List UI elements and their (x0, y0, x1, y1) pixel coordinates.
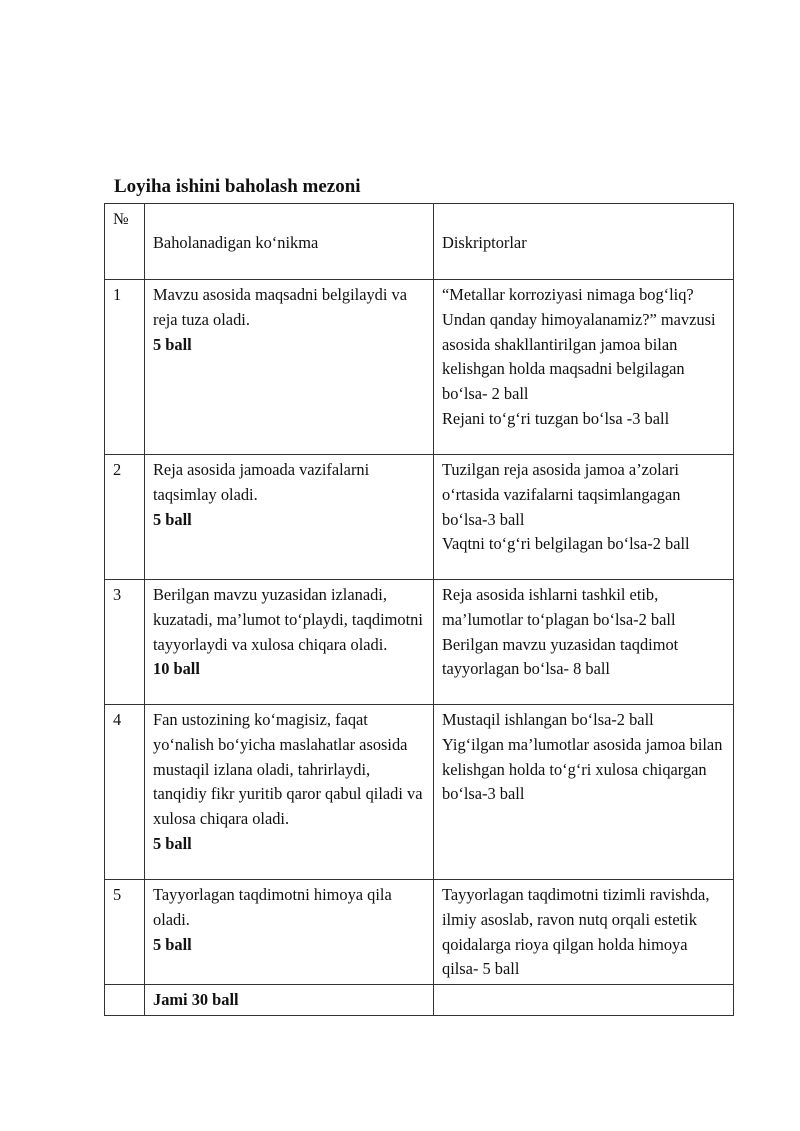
row-number: 3 (105, 580, 145, 705)
descriptor-text: Vaqtni to‘g‘ri belgilagan bo‘lsa-2 ball (442, 534, 690, 554)
skill-score: 5 ball (153, 509, 192, 529)
row-number: 5 (105, 880, 145, 985)
header-skill (145, 204, 434, 280)
descriptor-text: Reja asosida ishlarni tashkil etib, ma’lumotlar to‘plagan bo‘lsa-2 ball (442, 585, 676, 629)
skill-score: 5 ball (153, 934, 192, 954)
table-header-row (105, 204, 734, 280)
skill-text: Tayyorlagan taqdimotni himoya qila oladi. (153, 885, 392, 929)
table-row (105, 455, 734, 580)
skill-text: Reja asosida jamoada vazifalarni taqsimlay oladi. (153, 460, 370, 504)
descriptor-text: Berilgan mavzu yuzasidan taqdimot tayyorlagan bo‘lsa- 8 ball (442, 634, 679, 679)
skill-text: Berilgan mavzu yuzasidan izlanadi, kuzatadi, ma’lumot to‘playdi, taqdimotni tayyorlaydi va xulosa chiqara oladi. (153, 585, 423, 654)
table-row (105, 705, 734, 880)
descriptor-cell (434, 880, 734, 985)
skill-cell (145, 705, 434, 880)
table-row (105, 580, 734, 705)
row-number: 4 (105, 705, 145, 880)
header-descriptors (434, 204, 734, 280)
table-row (105, 280, 734, 455)
total-number-cell (105, 985, 145, 1016)
skill-cell (145, 455, 434, 580)
descriptor-text: Mustaqil ishlangan bo‘lsa-2 ball (442, 710, 654, 729)
total-row (105, 985, 734, 1016)
skill-cell (145, 580, 434, 705)
descriptor-cell (434, 455, 734, 580)
descriptor-text: Tayyorlagan taqdimotni tizimli ravishda, ilmiy asoslab, ravon nutq orqali estetik qoidalarga rioya qilgan holda himoya qilsa- 5 ball (442, 885, 710, 979)
descriptor-cell (434, 705, 734, 880)
descriptor-cell (434, 280, 734, 455)
header-number (105, 204, 145, 280)
descriptor-text: “Metallar korroziyasi nimaga bog‘liq? Undan qanday himoyalanamiz?” mavzusi asosida shakllantirilgan jamoa bilan kelishgan holda maqsadni belgilagan bo‘lsa- 2 ball (442, 285, 716, 404)
total-cell (145, 985, 434, 1016)
descriptor-text: Yig‘ilgan ma’lumotlar asosida jamoa bilan kelishgan holda to‘g‘ri xulosa chiqargan bo‘lsa-3 ball (442, 734, 723, 804)
skill-score: 5 ball (153, 334, 192, 354)
table-row (105, 880, 734, 985)
total-empty-cell (434, 985, 734, 1016)
page-title: Loyiha ishini baholash mezoni (114, 176, 361, 197)
header-skill-label: Baholanadigan ko‘nikma (153, 233, 319, 252)
rubric-table (104, 203, 734, 1016)
skill-cell (145, 880, 434, 985)
skill-score: 10 ball (153, 659, 200, 679)
descriptor-cell (434, 580, 734, 705)
row-number: 2 (105, 455, 145, 580)
header-descriptors-label: Diskriptorlar (442, 233, 527, 252)
skill-text: Fan ustozining ko‘magisiz, faqat yo‘nalish bo‘yicha maslahatlar asosida mustaqil izlana oladi, tahrirlaydi, tanqidiy fikr yuritib qaror qabul qiladi va xulosa chiqara oladi. (153, 710, 423, 829)
total-score: Jami 30 ball (153, 990, 239, 1010)
skill-cell (145, 280, 434, 455)
header-number-label: № (113, 209, 129, 228)
skill-text: Mavzu asosida maqsadni belgilaydi va reja tuza oladi. (153, 285, 407, 329)
skill-score: 5 ball (153, 833, 192, 853)
descriptor-text: Rejani to‘g‘ri tuzgan bo‘lsa -3 ball (442, 408, 670, 428)
row-number: 1 (105, 280, 145, 455)
descriptor-text: Tuzilgan reja asosida jamoa a’zolari o‘rtasida vazifalarni taqsimlangagan bo‘lsa-3 ball (442, 460, 681, 529)
